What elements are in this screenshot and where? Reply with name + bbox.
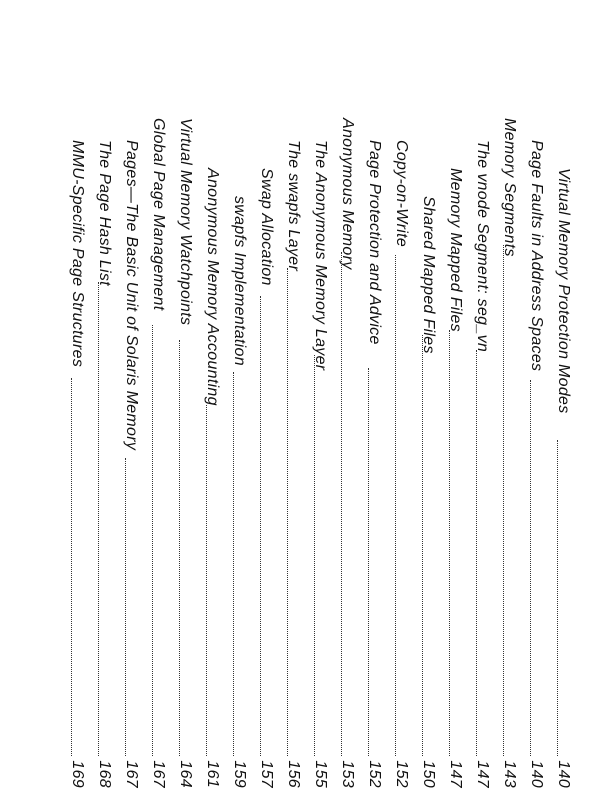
toc-page-number: 147 bbox=[447, 760, 464, 788]
toc-page-number: 167 bbox=[123, 760, 140, 788]
toc-page-number: 140 bbox=[528, 760, 545, 788]
toc-entry-title: The Anonymous Memory Layer bbox=[312, 140, 329, 371]
toc-entry-title: Anonymous Memory Accounting bbox=[204, 168, 221, 406]
toc-entry bbox=[330, 0, 356, 800]
toc-dot-leader bbox=[233, 372, 234, 756]
toc-entry bbox=[303, 0, 329, 800]
toc-entry bbox=[249, 0, 275, 800]
toc-entry bbox=[411, 0, 437, 800]
toc-entry bbox=[276, 0, 302, 800]
toc-entry bbox=[492, 0, 518, 800]
toc-entry-title: MMU-Specific Page Structures bbox=[69, 140, 86, 368]
toc-entry bbox=[357, 0, 383, 800]
toc-dot-leader bbox=[152, 325, 153, 756]
toc-entry-title: Memory Segments bbox=[501, 118, 518, 257]
toc-dot-leader bbox=[98, 282, 99, 756]
toc-page-number: 161 bbox=[204, 760, 221, 788]
toc-dot-leader bbox=[557, 440, 558, 756]
toc-entry bbox=[546, 0, 572, 800]
toc-dot-leader bbox=[422, 335, 423, 756]
toc-entry-title: swapfs Implementation bbox=[231, 196, 248, 366]
toc-page-number: 153 bbox=[339, 760, 356, 788]
toc-page-number: 155 bbox=[312, 760, 329, 788]
toc-dot-leader bbox=[449, 330, 450, 756]
toc-entry bbox=[222, 0, 248, 800]
toc-entry-title: Virtual Memory Watchpoints bbox=[177, 118, 194, 326]
toc-page-number: 140 bbox=[555, 760, 572, 788]
toc-dot-leader bbox=[530, 380, 531, 756]
toc-page-number: 157 bbox=[258, 760, 275, 788]
toc-dot-leader bbox=[368, 368, 369, 756]
toc-entry bbox=[465, 0, 491, 800]
toc-entry bbox=[519, 0, 545, 800]
toc-entry-title: Page Protection and Advice bbox=[366, 140, 383, 345]
toc-entry-title: The vnode Segment: seg_vn bbox=[474, 140, 491, 353]
toc-entry-title: The swapfs Layer bbox=[285, 140, 302, 272]
toc-entry-title: Copy-on-Write bbox=[393, 140, 410, 248]
toc-page-number: 152 bbox=[366, 760, 383, 788]
toc-dot-leader bbox=[287, 268, 288, 756]
toc-page-number: 156 bbox=[285, 760, 302, 788]
toc-page-number: 147 bbox=[474, 760, 491, 788]
toc-dot-leader bbox=[125, 458, 126, 756]
toc-entry-title: The Page Hash List bbox=[96, 140, 113, 286]
toc-entry-title: Swap Allocation bbox=[258, 168, 275, 286]
toc-entry-title: Page Faults in Address Spaces bbox=[528, 140, 545, 372]
toc-dot-leader bbox=[206, 405, 207, 756]
toc-dot-leader bbox=[341, 252, 342, 756]
toc-page-number: 143 bbox=[501, 760, 518, 788]
toc-entry bbox=[87, 0, 113, 800]
toc-dot-leader bbox=[476, 350, 477, 756]
toc-entry-title: Memory Mapped Files bbox=[447, 168, 464, 332]
toc-dot-leader bbox=[179, 340, 180, 756]
toc-entry bbox=[384, 0, 410, 800]
toc-entry-title: Shared Mapped Files bbox=[420, 196, 437, 354]
toc-entry-title: Virtual Memory Protection Modes bbox=[555, 168, 572, 414]
toc-entry bbox=[60, 0, 86, 800]
toc-page-number: 152 bbox=[393, 760, 410, 788]
toc-page-number: 169 bbox=[69, 760, 86, 788]
toc-dot-leader bbox=[260, 296, 261, 756]
toc-entry-title: Anonymous Memory bbox=[339, 118, 356, 270]
toc-page-number: 168 bbox=[96, 760, 113, 788]
toc-page-number: 159 bbox=[231, 760, 248, 788]
toc-entry bbox=[114, 0, 140, 800]
toc-entry bbox=[168, 0, 194, 800]
toc-dot-leader bbox=[314, 355, 315, 756]
toc-page-number: 167 bbox=[150, 760, 167, 788]
toc-entry bbox=[195, 0, 221, 800]
toc-entry bbox=[141, 0, 167, 800]
toc-dot-leader bbox=[71, 378, 72, 756]
toc-page-number: 150 bbox=[420, 760, 437, 788]
toc-entry-title: Pages—The Basic Unit of Solaris Memory bbox=[123, 140, 140, 451]
toc-dot-leader bbox=[503, 245, 504, 756]
toc-page-number: 164 bbox=[177, 760, 194, 788]
toc-entry bbox=[438, 0, 464, 800]
toc-entry-title: Global Page Management bbox=[150, 118, 167, 311]
toc-dot-leader bbox=[395, 255, 396, 756]
